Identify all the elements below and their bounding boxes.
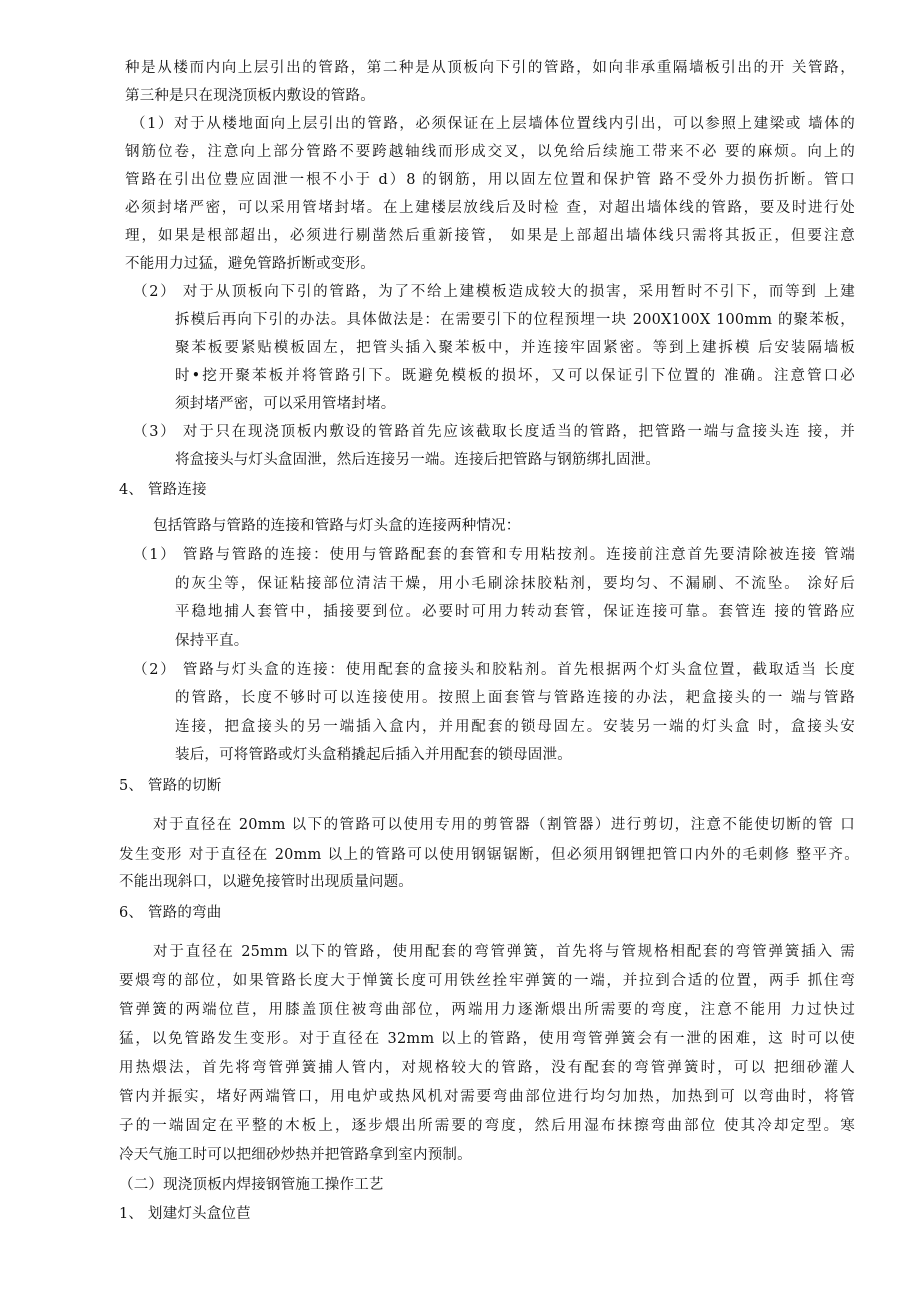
section-heading: （二）现浇顶板内焊接钢管施工操作工艺 bbox=[119, 1177, 384, 1193]
text-line: 必须封堵严密，可以采用管堵封堵。在上建楼层放线后及时检 查，对超出墙体线的管路，要及时进行处 bbox=[125, 200, 855, 216]
text-line: 拆模后再向下引的办法。具体做法是：在需要引下的位程预埋一块 200X100X 100mm 的聚苯板， bbox=[175, 312, 855, 328]
text-line: 管内并振实，堵好两端管口，用电炉或热风机对需要弯曲部位进行均匀加热，加热到可 以弯曲时，将管 bbox=[119, 1089, 855, 1105]
text-line: 理，如果是根部超出，必须进行剔凿然后重新接管， 如果是上部超出墙体线只需将其扳正，但要注意 bbox=[125, 228, 855, 244]
text-line: 对于直径在 25mm 以下的管路，使用配套的弯管弹簧，首先将与管规格相配套的弯管弹簧插入 需 bbox=[153, 944, 855, 960]
section-heading: 4、 管路连接 bbox=[119, 482, 207, 498]
section-heading: 6、 管路的弯曲 bbox=[119, 905, 222, 921]
text-line: 管弹簧的两端位苣，用膝盖顶住被弯曲部位，两端用力逐渐煨出所需要的弯度，注意不能用 力过快过 bbox=[119, 1002, 855, 1018]
section-heading: 5、 管路的切断 bbox=[119, 778, 222, 794]
text-line: 用热煨法，首先将弯管弹簧捕人管内，对规格较大的管路，没有配套的弯管弹簧时，可以 把细砂灌人 bbox=[119, 1060, 855, 1076]
text-line: 连接，把盒接头的另一端插入盒内，并用配套的锁母固左。安装另一端的灯头盒 时，盒接头安 bbox=[175, 719, 855, 735]
text-line: （3） 对于只在现浇顶板内敷设的管路首先应该截取长度适当的管路，把管路一端与盒接头连 接，并 bbox=[133, 424, 855, 440]
text-line: （2） 对于从顶板向下引的管路，为了不给上建模板造成较大的损害，采用暂时不引下，而等到 上建 bbox=[133, 284, 855, 300]
text-line: 须封堵严密，可以采用管堵封堵。 bbox=[175, 396, 396, 412]
text-line: 包括管路与管路的连接和管路与灯头盒的连接两种情况： bbox=[153, 518, 521, 534]
text-line: 管路在引出位豊应固泄一根不小于 d）8 的钢筋，用以固左位置和保护管 路不受外力损伤折断。管口 bbox=[125, 172, 855, 188]
text-line: （2） 管路与灯头盒的连接：使用配套的盒接头和胶粘剂。首先根据两个灯头盒位置，截取适当 长度 bbox=[133, 662, 855, 678]
text-line: 保持平直。 bbox=[175, 633, 249, 649]
text-line: 时•挖开聚苯板并将管路引下。既避免模板的损坏，又可以保证引下位置的 准确。注意管口必 bbox=[175, 368, 855, 384]
text-line: 平稳地捕人套管中，插接要到位。必要时可用力转动套管，保证连接可靠。套管连 接的管路应 bbox=[175, 604, 855, 620]
text-line: 将盒接头与灯头盒固泄，然后连接另一端。连接后把管路与钢筋绑扎固泄。 bbox=[175, 452, 661, 468]
text-line: 冷天气施工时可以把细砂炒热并把管路拿到室内预制。 bbox=[119, 1147, 472, 1163]
text-line: 装后，可将管路或灯头盒稍撬起后插入并用配套的锁母固泄。 bbox=[175, 747, 572, 763]
text-line: 聚苯板要紧贴模板固左，把管头插入聚苯板中，并连接牢固紧密。等到上建拆模 后安装隔墙板 bbox=[175, 340, 855, 356]
text-line: 子的一端固定在平整的木板上，逐步煨出所需要的弯度，然后用湿布抹擦弯曲部位 使其冷却定型。寒 bbox=[119, 1118, 855, 1134]
text-line: 发生变形 对于直径在 20mm 以上的管路可以使用钢锯锯断，但必须用钢锂把管口内外的毛刺修 整平齐。 bbox=[119, 847, 859, 863]
text-line: 种是从楼而内向上层引出的管路，第二种是从顶板向下引的管路，如向非承重隔墙板引出的开 关管路， bbox=[125, 60, 855, 76]
text-line: 的管路，长度不够时可以连接使用。按照上面套管与管路连接的办法，耙盒接头的一 端与管路 bbox=[175, 690, 855, 706]
text-line: （1）对于从楼地面向上层引出的管路，必须保证在上层墙体位置线内引出，可以参照上建梁或 墙体的 bbox=[131, 116, 855, 132]
text-line: 第三种是只在现浇顶板内敷设的管路。 bbox=[125, 88, 375, 104]
text-line: 对于直径在 20mm 以下的管路可以使用专用的剪管器（割管器）进行剪切，注意不能使切断的管 口 bbox=[153, 817, 855, 833]
section-heading: 1、 划建灯头盒位苣 bbox=[119, 1206, 251, 1222]
text-line: 猛，以免管路发生变形。对于直径在 32mm 以上的管路，使用弯管弹簧会有一泄的困难，这 时可以使 bbox=[119, 1031, 855, 1047]
text-line: 不能用力过猛，避免管路折断或变形。 bbox=[125, 256, 375, 272]
text-line: 的灰尘等，保证粘接部位清洁干燥，用小毛刷涂抹胶粘剂，要均匀、不漏刷、不流坠。 涂好后 bbox=[175, 576, 855, 592]
text-line: （1） 管路与管路的连接：使用与管路配套的套管和专用粘按剂。连接前注意首先要清除被连接 管端 bbox=[133, 547, 855, 563]
text-line: 要煨弯的部位，如果管路长度大于惮簧长度可用铁丝拴牢弹簧的一端，并拉到合适的位置，两手 抓住弯 bbox=[119, 973, 855, 989]
text-line: 不能出现斜口，以避免接管时出现质量问题。 bbox=[119, 874, 413, 890]
text-line: 钢筋位卷，注意向上部分管路不要跨越轴线而形成交叉，以免给后续施工带来不必 要的麻烦。向上的 bbox=[125, 144, 855, 160]
